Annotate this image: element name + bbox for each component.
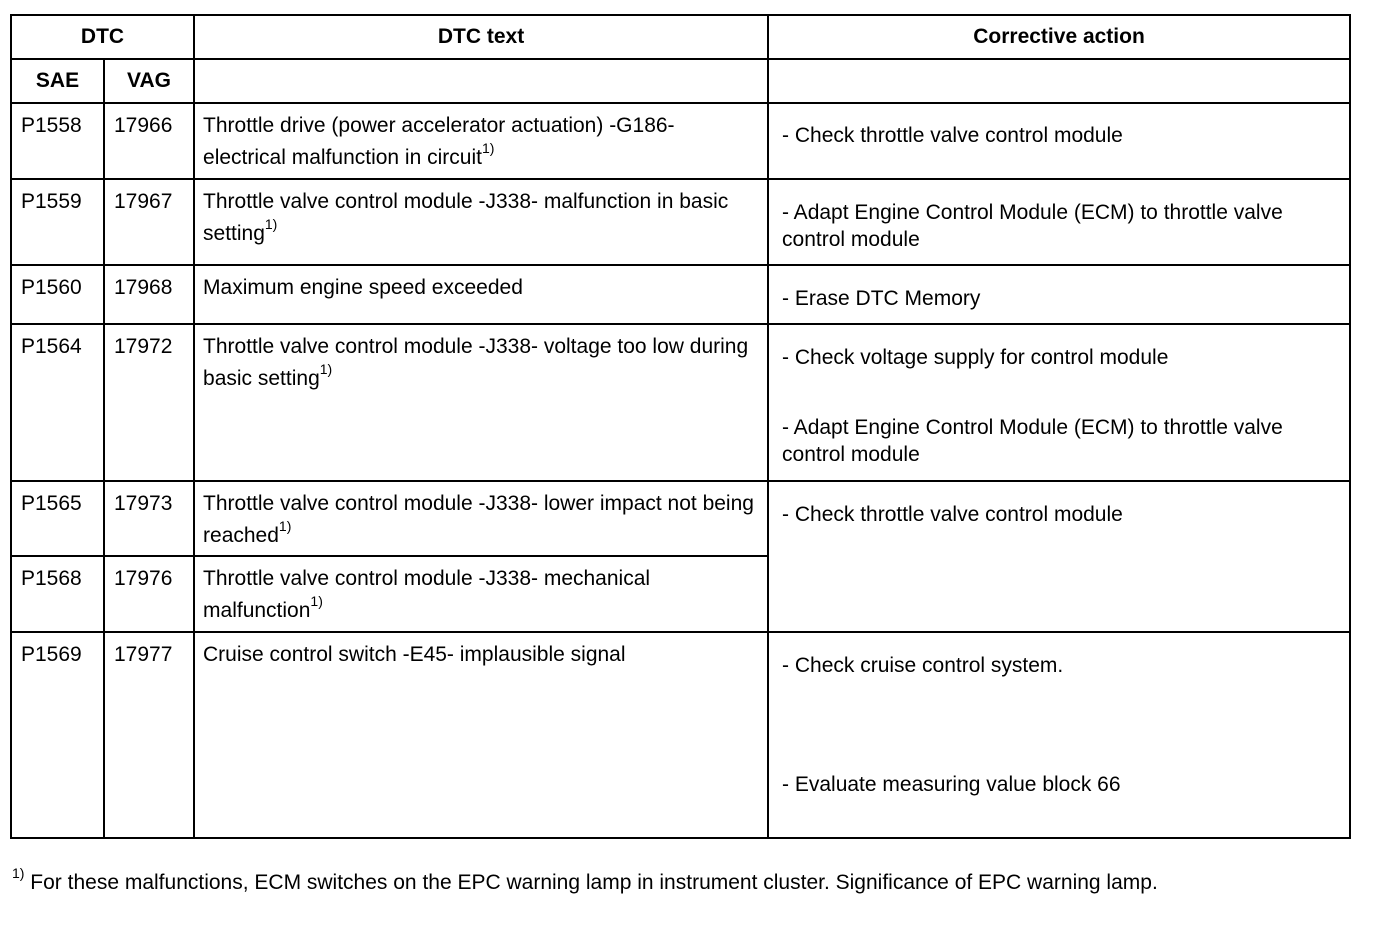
- vag-code: 17976: [104, 556, 194, 632]
- action-item: - Adapt Engine Control Module (ECM) to throttle valve control module: [782, 201, 1283, 251]
- header-dtc: DTC: [11, 15, 194, 59]
- dtc-description: Throttle valve control module -J338- mechanical malfunction$^{1)}$: [194, 556, 768, 632]
- dtc-description: Throttle valve control module -J338- voltage too low during basic setting$^{1)}$: [194, 324, 768, 481]
- dtc-description: Throttle valve control module -J338- lower impact not being reached$^{1)}$: [194, 481, 768, 556]
- dtc-description: Maximum engine speed exceeded: [194, 265, 768, 324]
- footnote-ref: 1): [264, 216, 278, 232]
- vag-code: 17973: [104, 481, 194, 556]
- table-row: [11, 179, 1350, 265]
- corrective-action: [768, 632, 1350, 838]
- action-item: - Check cruise control system.: [782, 654, 1064, 677]
- header-dtc-text: DTC text: [194, 15, 768, 59]
- header-blank-text: [194, 59, 768, 103]
- footnote-text: For these malfunctions, ECM switches on the EPC warning lamp in instrument cluster. Significance of EPC warning lamp.: [30, 871, 1158, 894]
- sae-code: P1565: [11, 481, 104, 556]
- sae-code: P1558: [11, 103, 104, 179]
- action-item: - Check throttle valve control module: [782, 503, 1123, 526]
- table-row: [11, 481, 1350, 556]
- sae-code: P1569: [11, 632, 104, 838]
- action-item: - Adapt Engine Control Module (ECM) to throttle valve control module: [782, 416, 1283, 466]
- vag-code: 17972: [104, 324, 194, 481]
- table-row: [11, 324, 1350, 481]
- vag-code: 17968: [104, 265, 194, 324]
- corrective-action: [768, 265, 1350, 324]
- footnote-ref: 1): [310, 593, 323, 609]
- header-sae: SAE: [11, 59, 104, 103]
- sae-code: P1559: [11, 179, 104, 265]
- table-row: [11, 632, 1350, 838]
- sae-code: P1560: [11, 265, 104, 324]
- action-item: - Check throttle valve control module: [782, 124, 1123, 147]
- footnote-ref: 1): [319, 361, 333, 377]
- vag-code: 17967: [104, 179, 194, 265]
- subheader-row: [11, 59, 1350, 103]
- dtc-description: Cruise control switch -E45- implausible signal: [194, 632, 768, 838]
- footnote-marker: 1): [12, 865, 25, 881]
- corrective-action: [768, 179, 1350, 265]
- dtc-description: Throttle drive (power accelerator actuation) -G186- electrical malfunction in circuit$^{1)}$: [194, 103, 768, 179]
- table-row: [11, 265, 1350, 324]
- header-vag: VAG: [104, 59, 194, 103]
- dtc-table: [10, 14, 1351, 839]
- vag-code: 17977: [104, 632, 194, 838]
- action-item: - Evaluate measuring value block 66: [782, 773, 1121, 796]
- header-blank-action: [768, 59, 1350, 103]
- sae-code: P1564: [11, 324, 104, 481]
- footnote-ref: 1): [278, 518, 292, 534]
- corrective-action: [768, 324, 1350, 481]
- footnote: [12, 865, 1158, 898]
- table-row: [11, 103, 1350, 179]
- action-item: - Check voltage supply for control module: [782, 346, 1169, 369]
- vag-code: 17966: [104, 103, 194, 179]
- footnote-ref: 1): [481, 140, 495, 156]
- sae-code: P1568: [11, 556, 104, 632]
- action-item: - Erase DTC Memory: [782, 287, 981, 310]
- corrective-action: [768, 481, 1350, 632]
- dtc-description: Throttle valve control module -J338- malfunction in basic setting$^{1)}$: [194, 179, 768, 265]
- corrective-action: [768, 103, 1350, 179]
- header-corrective-action: Corrective action: [768, 15, 1350, 59]
- header-row: [11, 15, 1350, 59]
